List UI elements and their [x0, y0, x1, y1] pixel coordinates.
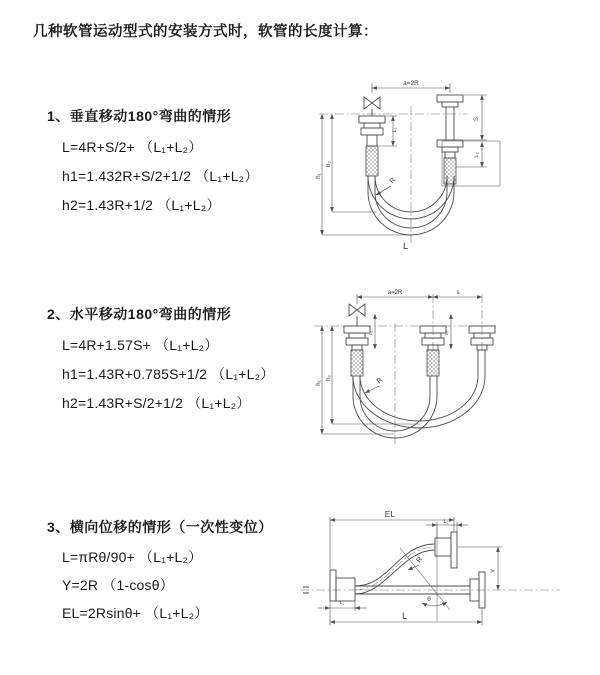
braided-section: [366, 146, 378, 176]
dim-label-l1: L₁: [368, 330, 373, 336]
section-2-formula-h1: h1=1.43R+0.785S+1/2 （L₁+L₂）: [62, 366, 275, 382]
dim-label-r: R: [388, 176, 398, 186]
dim-label-a2r: a=2R: [403, 80, 419, 87]
dim-label-r: R: [375, 376, 385, 386]
displaced-hose: [355, 532, 457, 594]
dim-label-h2: h₂: [326, 375, 332, 381]
dim-label-theta: θ: [427, 596, 431, 603]
braided-section: [351, 350, 363, 376]
section-3-formula-L: L=πRθ/90+ （L₁+L₂）: [62, 549, 203, 565]
dim-label-l2: L₂: [474, 152, 480, 158]
page-title: 几种软管运动型式的安装方式时，软管的长度计算：: [33, 24, 378, 40]
section-2-formula-h2: h2=1.43R+S/2+1/2 （L₁+L₂）: [62, 395, 251, 411]
dim-label-l2: L₂: [443, 519, 449, 525]
section-2-formula-L: L=4R+1.57S+ （L₁+L₂）: [62, 337, 219, 353]
dim-label-r: R: [415, 555, 425, 565]
dim-label-l1: L₁: [392, 127, 398, 133]
dim-label-l: L: [402, 611, 408, 622]
dim-label-l1: L₁: [339, 600, 345, 605]
section-1-formula-L: L=4R+S/2+ （L₁+L₂）: [62, 139, 203, 155]
hose-curves: [353, 350, 485, 438]
dimension-lines: [318, 517, 503, 625]
diagram-horizontal-180-bend: [308, 283, 600, 453]
valve-icon: [364, 97, 380, 116]
dim-label-el: EL: [384, 509, 396, 519]
dim-label-y: Y: [490, 568, 497, 574]
left-fitting: [344, 326, 370, 376]
section-3-formula-Y: Y=2R （1-cosθ）: [62, 577, 174, 593]
dimension-lines: [322, 294, 482, 434]
dim-label-l: L: [403, 241, 409, 252]
left-flange: [330, 570, 355, 601]
section-3-formula-EL: EL=2Rsinθ+ （L₁+L₂）: [62, 605, 209, 621]
section-1-heading: 1、垂直移动180°弯曲的情形: [47, 108, 232, 124]
dim-label-h1: h₁: [316, 380, 322, 386]
right-fitting: [437, 95, 500, 186]
diagram-vertical-180-bend: [315, 72, 585, 262]
dim-label-h2: h₂: [326, 161, 332, 167]
section-2-heading: 2、水平移动180°弯曲的情形: [47, 306, 232, 322]
dim-label-l2: L₂: [444, 330, 449, 336]
construction-lines: [400, 527, 450, 621]
dimension-lines: [322, 83, 487, 235]
valve-icon: [349, 304, 365, 326]
section-1-formula-h1: h1=1.432R+S/2+1/2 （L₁+L₂）: [62, 168, 259, 184]
dim-label-h1: h₁: [316, 173, 322, 179]
section-3-heading: 3、横向位移的情形（一次性变位）: [47, 519, 273, 535]
dim-label-s: S: [474, 116, 480, 122]
dim-label-s: s: [456, 290, 460, 296]
diagram-lateral-displacement: [298, 505, 600, 665]
upper-flange: [451, 532, 457, 568]
braided-section: [427, 350, 439, 376]
dim-label-a2r: a=2R: [387, 290, 403, 296]
section-1-formula-h2: h2=1.43R+1/2 （L₁+L₂）: [62, 197, 221, 213]
